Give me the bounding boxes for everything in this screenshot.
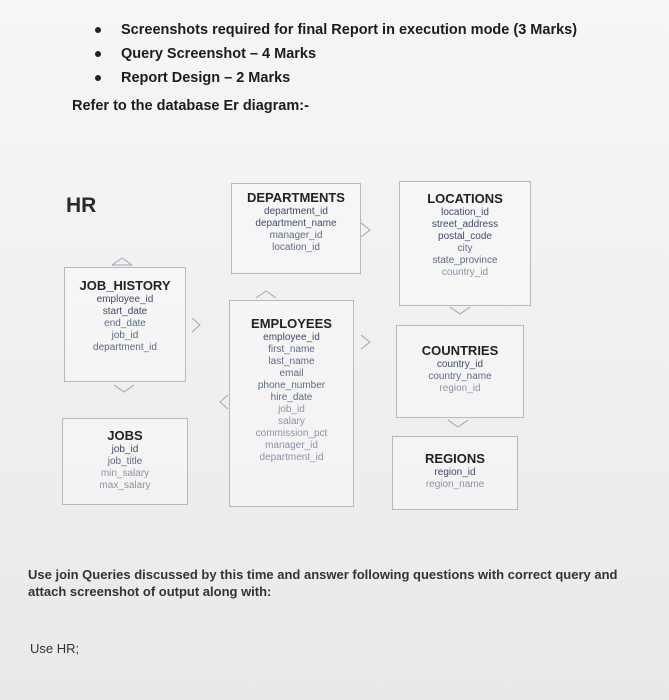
entity-field: phone_number xyxy=(257,380,326,391)
list-item: Query Screenshot – 4 Marks xyxy=(95,42,577,66)
entity-field: city xyxy=(457,243,473,254)
entity-field: min_salary xyxy=(100,468,150,479)
relationship-arrow-icon xyxy=(192,318,200,332)
entity-title: LOCATIONS xyxy=(427,191,503,206)
entity-title: COUNTRIES xyxy=(421,343,499,358)
entity-field: postal_code xyxy=(438,231,492,242)
instruction-text: Use join Queries discussed by this time and answer following questions with correct query and attach screenshot of output along with: xyxy=(28,567,618,599)
entity-title: DEPARTMENTS xyxy=(247,190,345,205)
entity-title: EMPLOYEES xyxy=(251,316,332,331)
relationship-arrow-icon xyxy=(256,291,276,298)
locations-entity xyxy=(399,181,531,306)
departments-entity xyxy=(231,183,361,274)
regions-entity xyxy=(392,436,518,510)
entity-field: country_id xyxy=(436,359,484,370)
entity-title: REGIONS xyxy=(425,451,485,466)
entity-field: location_id xyxy=(272,242,320,253)
entity-field: country_name xyxy=(428,371,492,382)
entity-field: state_province xyxy=(432,255,498,266)
entity-field: start_date xyxy=(102,306,148,317)
relationship-arrow-icon xyxy=(112,258,132,265)
entity-field: email xyxy=(279,368,304,379)
relationship-arrow-icon xyxy=(114,385,134,392)
entity-field: region_id xyxy=(434,467,476,478)
entity-field: max_salary xyxy=(99,480,151,491)
list-item: Screenshots required for final Report in execution mode (3 Marks) xyxy=(95,18,577,42)
entity-field: department_id xyxy=(259,452,324,463)
entity-field: department_id xyxy=(93,342,157,353)
entity-field: employee_id xyxy=(263,332,320,343)
countries-entity xyxy=(396,325,524,418)
relationship-arrow-icon xyxy=(450,307,470,314)
entity-field: salary xyxy=(278,416,305,427)
employees-entity xyxy=(229,300,354,507)
job-history-entity xyxy=(64,267,186,382)
entity-field: manager_id xyxy=(265,440,318,451)
entity-field: region_id xyxy=(439,383,481,394)
entity-field: employee_id xyxy=(96,294,154,305)
entity-field: job_id xyxy=(278,404,305,415)
entity-field: end_date xyxy=(104,318,146,329)
entity-field: street_address xyxy=(431,219,499,230)
entity-field: hire_date xyxy=(270,392,313,403)
entity-field: job_title xyxy=(107,456,143,467)
entity-field: first_name xyxy=(268,344,315,355)
use-statement: Use HR; xyxy=(30,641,80,656)
relationship-arrow-icon xyxy=(448,420,468,427)
schema-label: HR xyxy=(66,194,97,217)
entity-field: commission_pct xyxy=(255,428,328,439)
entity-field: country_id xyxy=(441,267,489,278)
entity-field: manager_id xyxy=(269,230,323,241)
entity-field: last_name xyxy=(268,356,315,367)
relationship-arrow-icon xyxy=(361,335,370,349)
entity-field: location_id xyxy=(441,207,489,218)
list-item: Report Design – 2 Marks xyxy=(95,66,577,90)
entity-field: job_id xyxy=(111,330,139,341)
jobs-entity xyxy=(62,418,188,505)
entity-field: job_id xyxy=(111,444,139,455)
entity-field: department_name xyxy=(255,218,337,229)
relationship-arrow-icon xyxy=(361,223,370,237)
entity-title: JOBS xyxy=(107,428,143,443)
refer-text: Refer to the database Er diagram:- xyxy=(72,98,309,114)
entity-field: region_name xyxy=(425,479,485,490)
entity-field: department_id xyxy=(264,206,328,217)
entity-title: JOB_HISTORY xyxy=(79,278,171,293)
relationship-arrow-icon xyxy=(220,395,228,409)
